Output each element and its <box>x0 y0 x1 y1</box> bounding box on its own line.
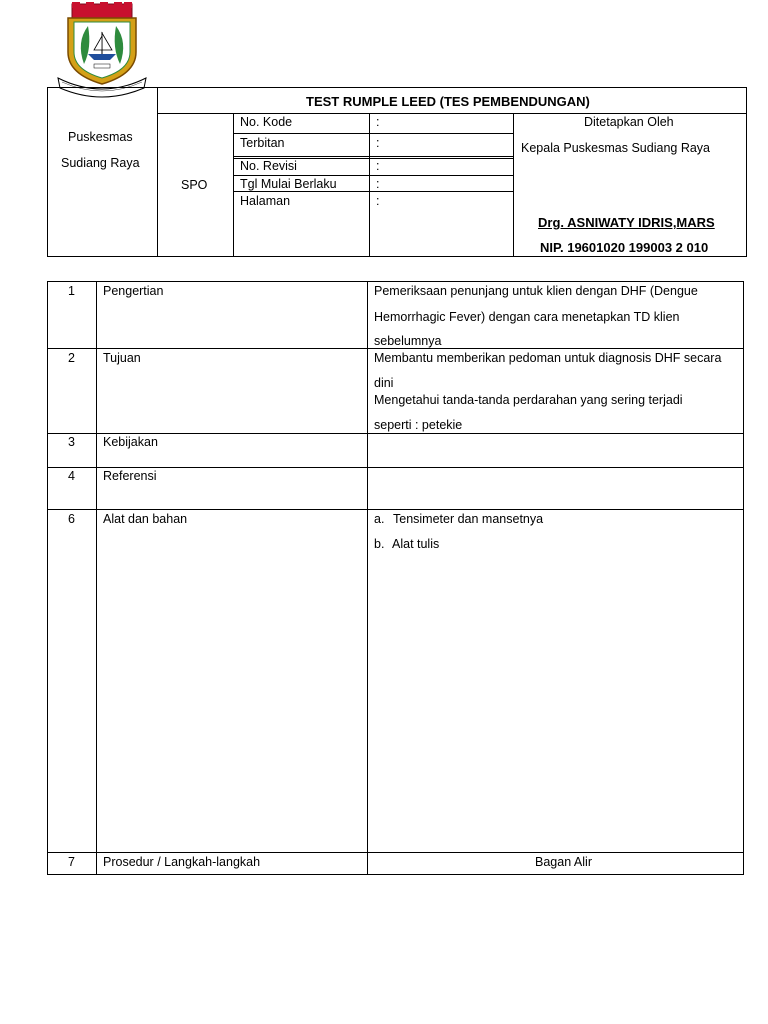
field-value-terbitan: : <box>376 136 380 150</box>
row-content-line: Pemeriksaan penunjang untuk klien dengan DHF (Dengue <box>374 284 698 298</box>
field-label-no-revisi: No. Revisi <box>240 159 297 173</box>
row-title-kebijakan: Kebijakan <box>103 435 158 449</box>
list-marker: a. <box>374 512 385 526</box>
field-value-no-kode: : <box>376 115 380 129</box>
row-content-line: Hemorrhagic Fever) dengan cara menetapkan TD klien <box>374 310 680 324</box>
row-title-prosedur: Prosedur / Langkah-langkah <box>103 855 261 869</box>
approval-position: Kepala Puskesmas Sudiang Raya <box>521 141 711 155</box>
field-label-halaman: Halaman <box>240 194 291 208</box>
list-marker: b. <box>374 537 385 551</box>
row-title-pengertian: Pengertian <box>103 284 164 298</box>
row-content-line: seperti : petekie <box>374 418 463 432</box>
approval-label: Ditetapkan Oleh <box>584 115 674 129</box>
row-number: 6 <box>68 512 75 526</box>
row-number: 7 <box>68 855 75 869</box>
field-value-no-revisi: : <box>376 159 380 173</box>
row-content-line: sebelumnya <box>374 334 442 348</box>
row-content-line: Membantu memberikan pedoman untuk diagnosis DHF secara <box>374 351 722 365</box>
approver-nip: NIP. 19601020 199003 2 010 <box>540 240 709 255</box>
spo-label: SPO <box>181 178 208 192</box>
approver-name: Drg. ASNIWATY IDRIS,MARS <box>538 215 715 230</box>
row-content-line: dini <box>374 376 394 390</box>
row-number: 3 <box>68 435 75 449</box>
row-title-alat-dan-bahan: Alat dan bahan <box>103 512 188 526</box>
field-label-no-kode: No. Kode <box>240 115 293 129</box>
row-title-tujuan: Tujuan <box>103 351 141 365</box>
row-content-line: Mengetahui tanda-tanda perdarahan yang sering terjadi <box>374 393 683 407</box>
field-value-halaman: : <box>376 194 380 208</box>
row-title-referensi: Referensi <box>103 469 157 483</box>
field-value-tgl-mulai: : <box>376 177 380 191</box>
list-item: Tensimeter dan mansetnya <box>393 512 544 526</box>
city-emblem-logo <box>54 2 150 100</box>
row-number: 1 <box>68 284 75 298</box>
field-label-terbitan: Terbitan <box>240 136 285 150</box>
field-label-tgl-mulai: Tgl Mulai Berlaku <box>240 177 337 191</box>
flowchart-label: Bagan Alir <box>535 855 592 869</box>
institution-name-line2: Sudiang Raya <box>61 156 140 170</box>
list-item: Alat tulis <box>392 537 440 551</box>
row-number: 2 <box>68 351 75 365</box>
row-number: 4 <box>68 469 75 483</box>
institution-name-line1: Puskesmas <box>68 130 133 144</box>
document-title: TEST RUMPLE LEED (TES PEMBENDUNGAN) <box>306 94 590 109</box>
